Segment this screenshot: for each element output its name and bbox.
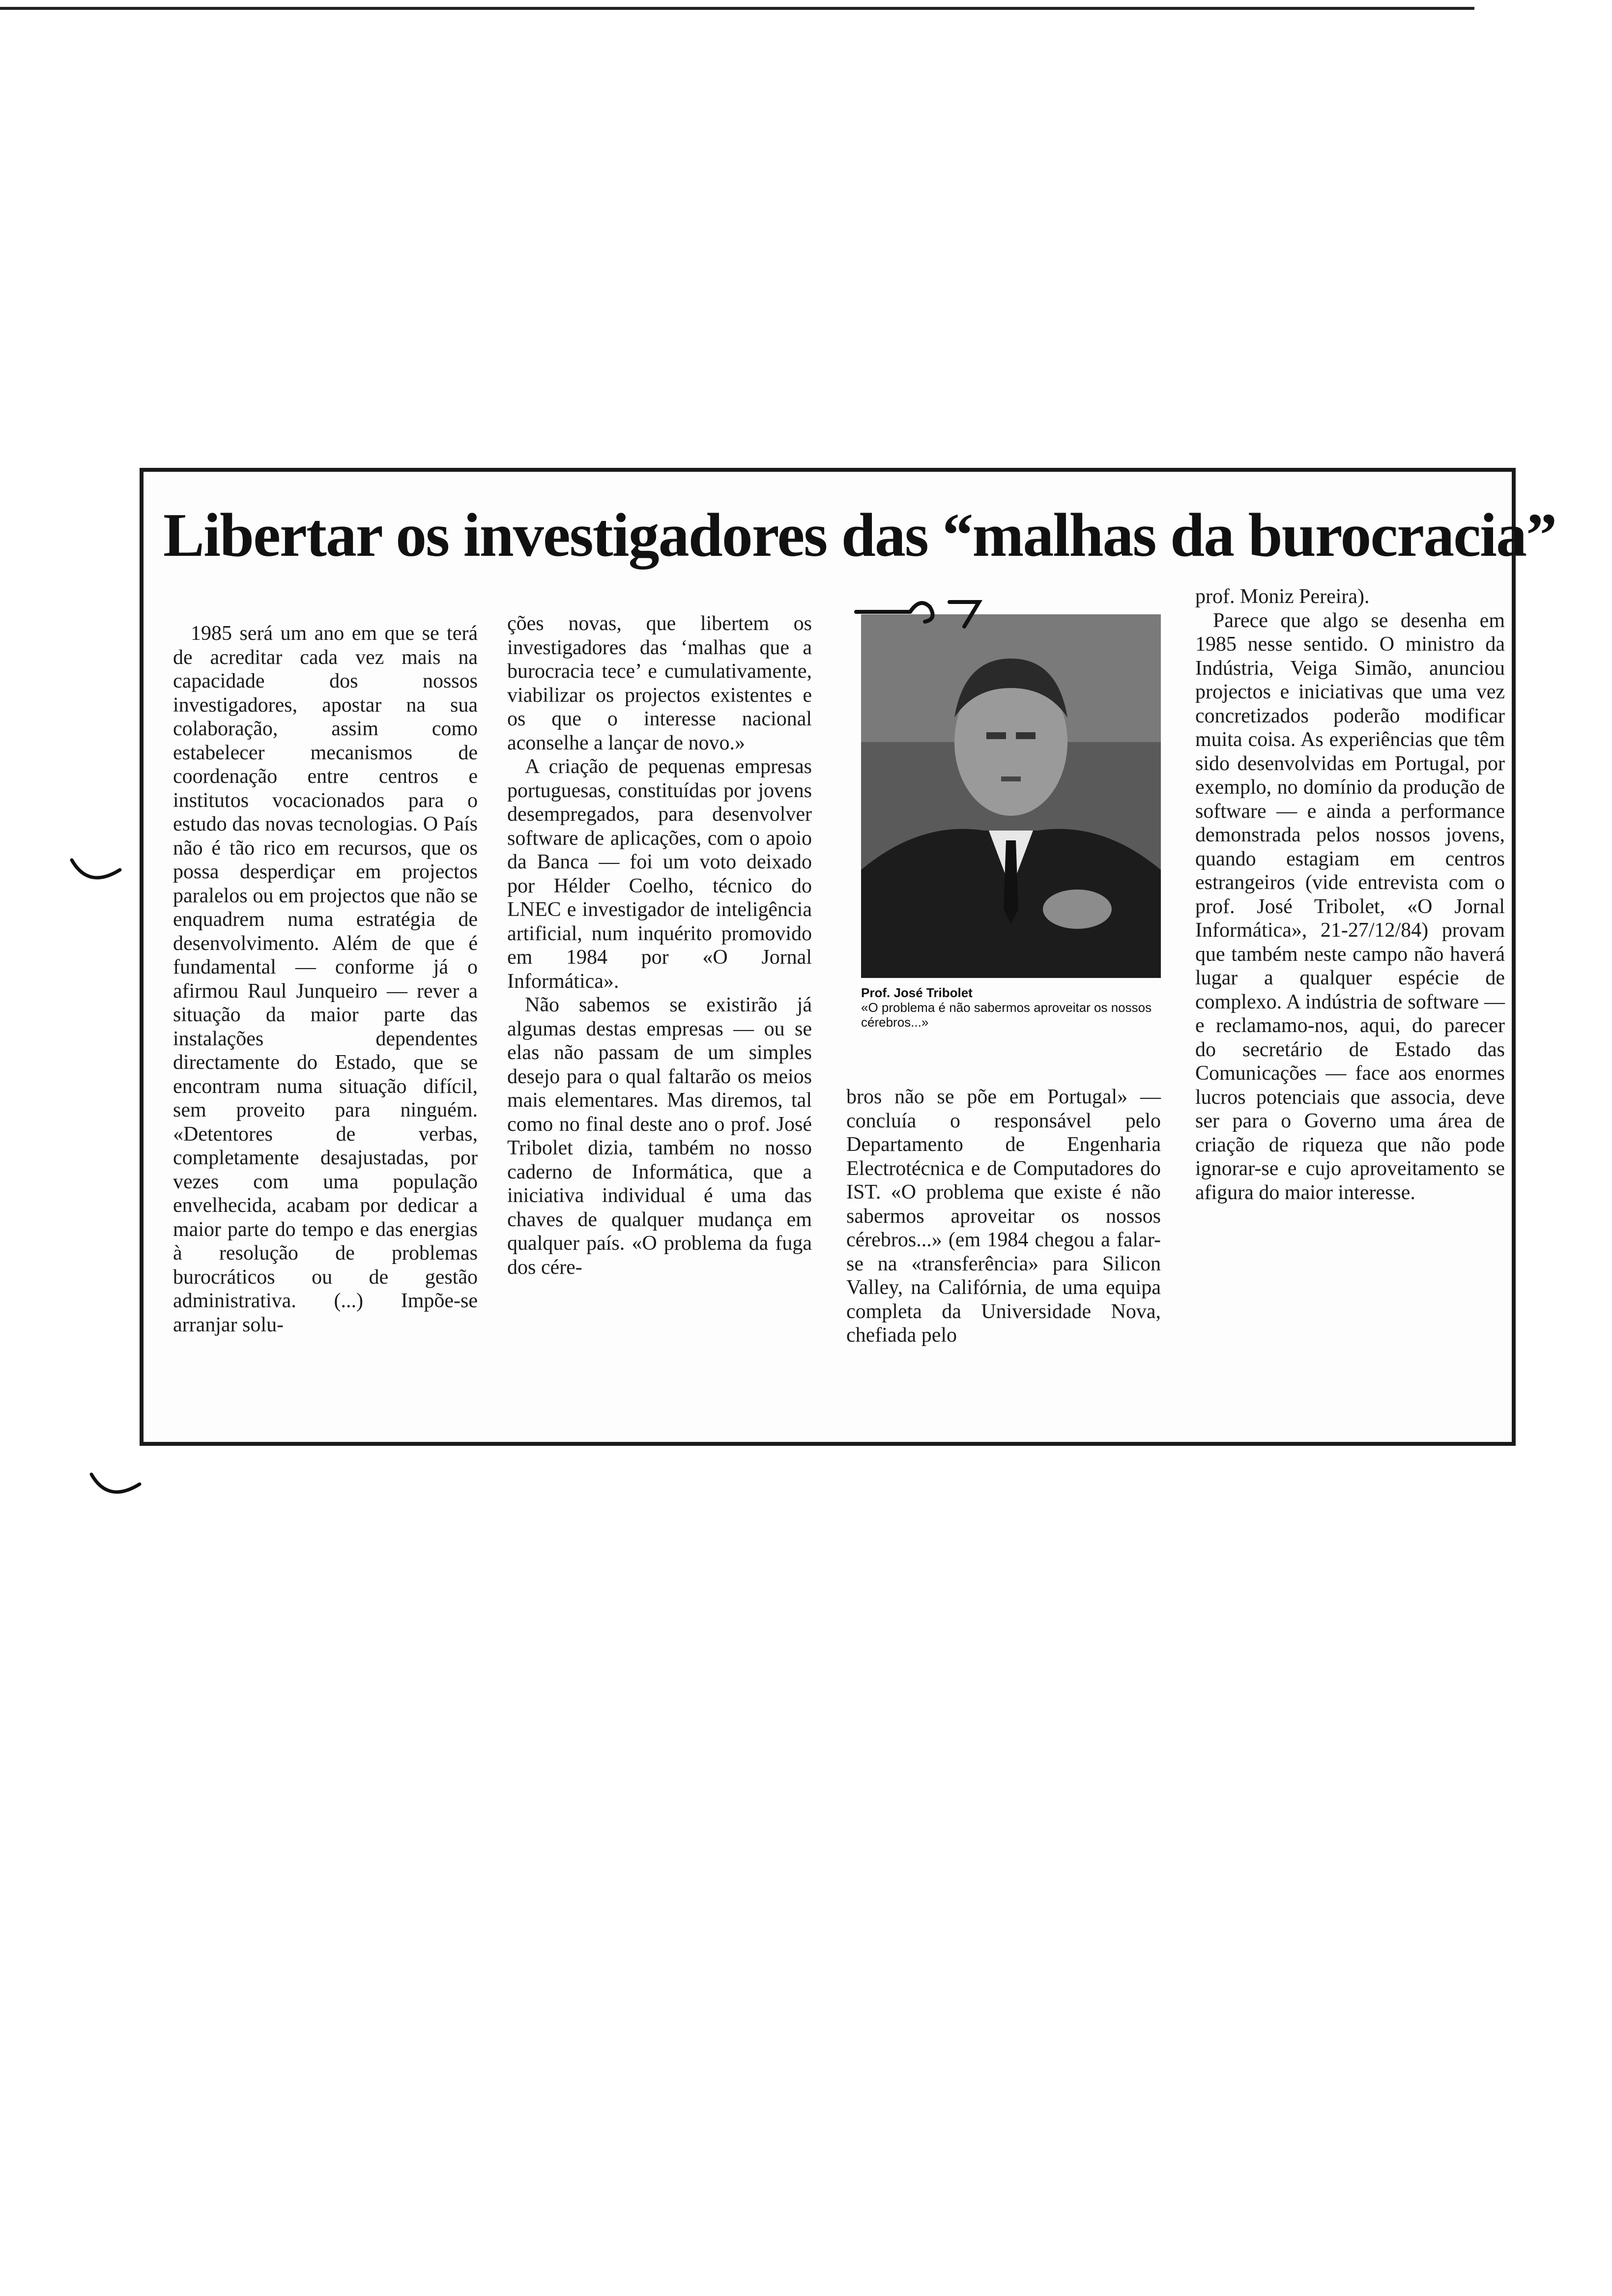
article-column-2 xyxy=(507,612,812,1279)
photo-caption xyxy=(861,985,1166,1030)
article-column-1 xyxy=(173,622,478,1337)
article-column-4 xyxy=(1195,585,1505,1205)
column-2-paragraph-2: A criação de pequenas empresas portuguesas, constituídas por jovens desempregados, para desenvolver software de aplicações, com o apoio da Banca — foi um voto deixado por Hélder Coelho, técnico do LNEC e investigador de inteligência artificial, num inquérito promovido em 1984 por «O Jornal Informática». xyxy=(507,755,812,993)
pen-mark-upper xyxy=(69,855,123,890)
portrait-illustration xyxy=(861,614,1161,978)
column-2-paragraph-3: Não sabemos se existirão já algumas destas empresas — ou se elas não passam de um simples desejo para o qual faltarão os meios mais elementares. Mas diremos, tal como no final deste ano o prof. José Tribolet dizia, também no nosso caderno de Informática, que a iniciativa individual é uma das chaves de qualquer mudança em qualquer país. «O problema da fuga dos cére- xyxy=(507,994,812,1279)
column-4-paragraph-2: Parece que algo se desenha em 1985 nesse sentido. O ministro da Indústria, Veiga Simão, anunciou projectos e iniciativas que uma vez concretizados poderão modificar muita coisa. As experiências que têm sido desenvolvidas em Portugal, por exemplo, no domínio da produção de software — e ainda a performance demonstrada pelos nossos jovens, quando estagiam em centros estrangeiros (vide entrevista com o prof. José Tribolet, «O Jornal Informática», 21-27/12/84) provam que também neste campo não haverá lugar a qualquer espécie de complexo. A indústria de software — e reclamamo-nos, aqui, do parecer do secretário de Estado das Comunicações — face aos enormes lucros potenciais que associa, deve ser para o Governo uma área de criação de riqueza que não pode ignorar-se e cujo aproveitamento se afigura do maior interesse. xyxy=(1195,609,1505,1204)
column-1-paragraph: 1985 será um ano em que se terá de acreditar cada vez mais na capacidade dos nossos investigadores, apostar na sua colaboração, assim como estabelecer mecanismos de coordenação entre centros e institutos vocacionados para o estudo das novas tecnologias. O País não é tão rico em recursos, que os possa desperdiçar em projectos paralelos ou em projectos que não se enquadrem numa estratégia de desenvolvimento. Além de que é fundamental — conforme já o afirmou Raul Junqueiro — rever a situação da maior parte das instalações dependentes directamente do Estado, que se encontram numa situação difícil, sem proveito para ninguém. «Detentores de verbas, completamente desajustadas, por vezes com uma população envelhecida, acabam por dedicar a maior parte do tempo e das energias à resolução de problemas burocráticos ou de gestão administrativa. (...) Impõe-se arranjar solu- xyxy=(173,622,478,1336)
scan-top-edge xyxy=(0,7,1474,10)
scribble-mark xyxy=(851,592,1058,631)
article-column-3 xyxy=(846,1085,1161,1348)
caption-name: Prof. José Tribolet xyxy=(861,985,973,1000)
article-headline: Libertar os investigadores das “malhas da burocracia” xyxy=(163,501,1556,570)
pen-mark-lower xyxy=(88,1469,143,1504)
photo-jose-tribolet xyxy=(861,614,1161,978)
caption-quote: «O problema é não sabermos aproveitar os nossos cérebros...» xyxy=(861,1000,1152,1030)
column-3-paragraph: bros não se põe em Portugal» — concluía o responsável pelo Departamento de Engenharia Electrotécnica e de Computadores do IST. «O problema que existe é não sabermos aproveitar os nossos cérebros...» (em 1984 chegou a falar-se na «transferência» para Silicon Valley, na Califórnia, de uma equipa completa da Universidade Nova, chefiada pelo xyxy=(846,1086,1161,1347)
column-4-paragraph-1: prof. Moniz Pereira). xyxy=(1195,585,1370,608)
column-2-paragraph-1: ções novas, que libertem os investigadores das ‘malhas que a burocracia tece’ e cumulativamente, viabilizar os projectos existentes e os que o interesse nacional aconselhe a lançar de novo.» xyxy=(507,612,812,754)
newspaper-clipping xyxy=(140,468,1556,1446)
